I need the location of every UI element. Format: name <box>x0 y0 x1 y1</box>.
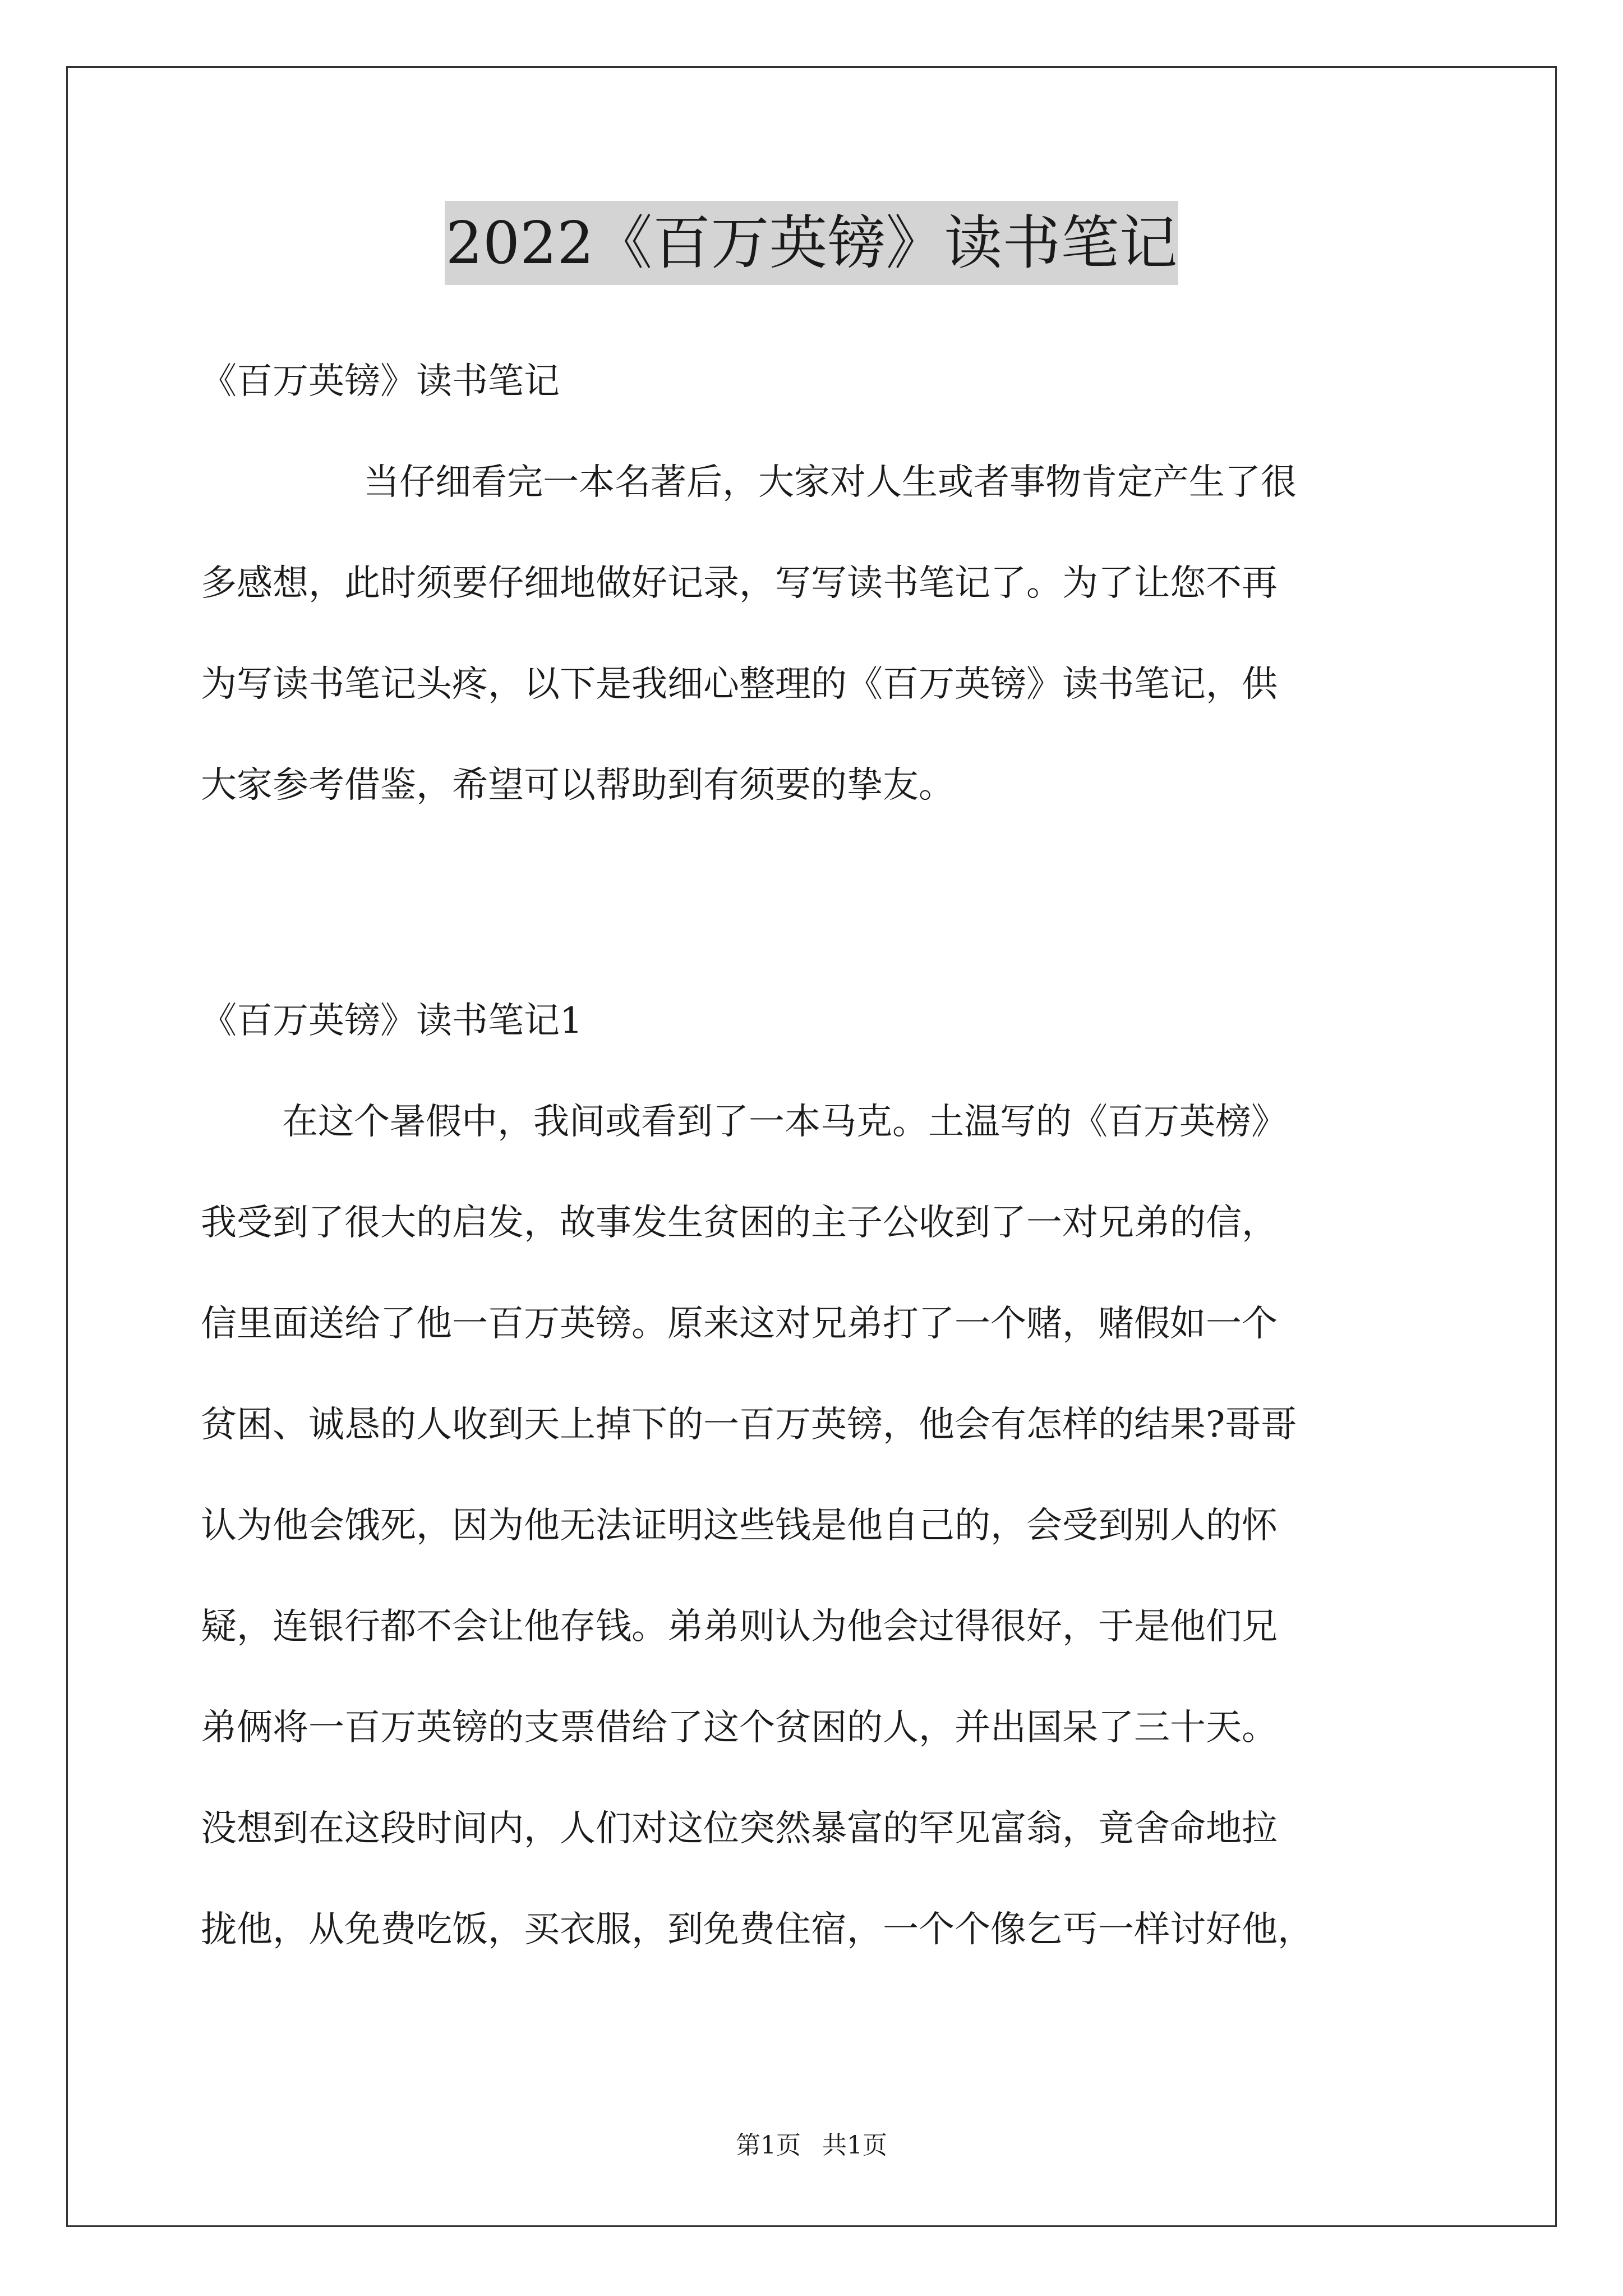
intro-line: 大家参考借鉴，希望可以帮助到有须要的挚友。 <box>201 765 955 806</box>
document-heading: 《百万英镑》读书笔记 <box>201 361 560 402</box>
intro-line: 为写读书笔记头疼，以下是我细心整理的《百万英镑》读书笔记，供 <box>201 664 1278 705</box>
intro-line: 当仔细看完一本名著后，大家对人生或者事物肯定产生了很 <box>363 462 1297 503</box>
section-line: 贫困、诚恳的人收到天上掉下的一百万英镑，他会有怎样的结果?哥哥 <box>201 1404 1297 1446</box>
section-line: 疑，连银行都不会让他存钱。弟弟则认为他会过得很好，于是他们兄 <box>201 1606 1278 1648</box>
section-line: 信里面送给了他一百万英镑。原来这对兄弟打了一个赌，赌假如一个 <box>201 1303 1278 1345</box>
section-heading: 《百万英镑》读书笔记1 <box>201 1000 583 1042</box>
document-title: 2022《百万英镑》读书笔记 <box>445 201 1179 285</box>
section-line: 没想到在这段时间内，人们对这位突然暴富的罕见富翁，竟舍命地拉 <box>201 1808 1278 1849</box>
page-total: 共1页 <box>822 2131 887 2160</box>
intro-paragraph <box>201 432 1451 836</box>
section-line: 拢他，从免费吃饭，买衣服，到免费住宿，一个个像乞丐一样讨好他， <box>201 1909 1313 1950</box>
page-number: 第1页 <box>736 2131 801 2160</box>
section-line: 我受到了很大的启发，故事发生贫困的主子公收到了一对兄弟的信， <box>201 1202 1278 1244</box>
section-paragraph <box>201 1071 1451 1980</box>
page-footer <box>0 2129 1623 2162</box>
section-line: 弟俩将一百万英镑的支票借给了这个贫困的人，并出国呆了三十天。 <box>201 1707 1278 1749</box>
title-container <box>0 201 1623 285</box>
intro-line: 多感想，此时须要仔细地做好记录，写写读书笔记了。为了让您不再 <box>201 563 1278 604</box>
section-line: 认为他会饿死，因为他无法证明这些钱是他自己的，会受到别人的怀 <box>201 1505 1278 1547</box>
section-line: 在这个暑假中，我间或看到了一本马克。土温写的《百万英榜》 <box>282 1101 1287 1143</box>
